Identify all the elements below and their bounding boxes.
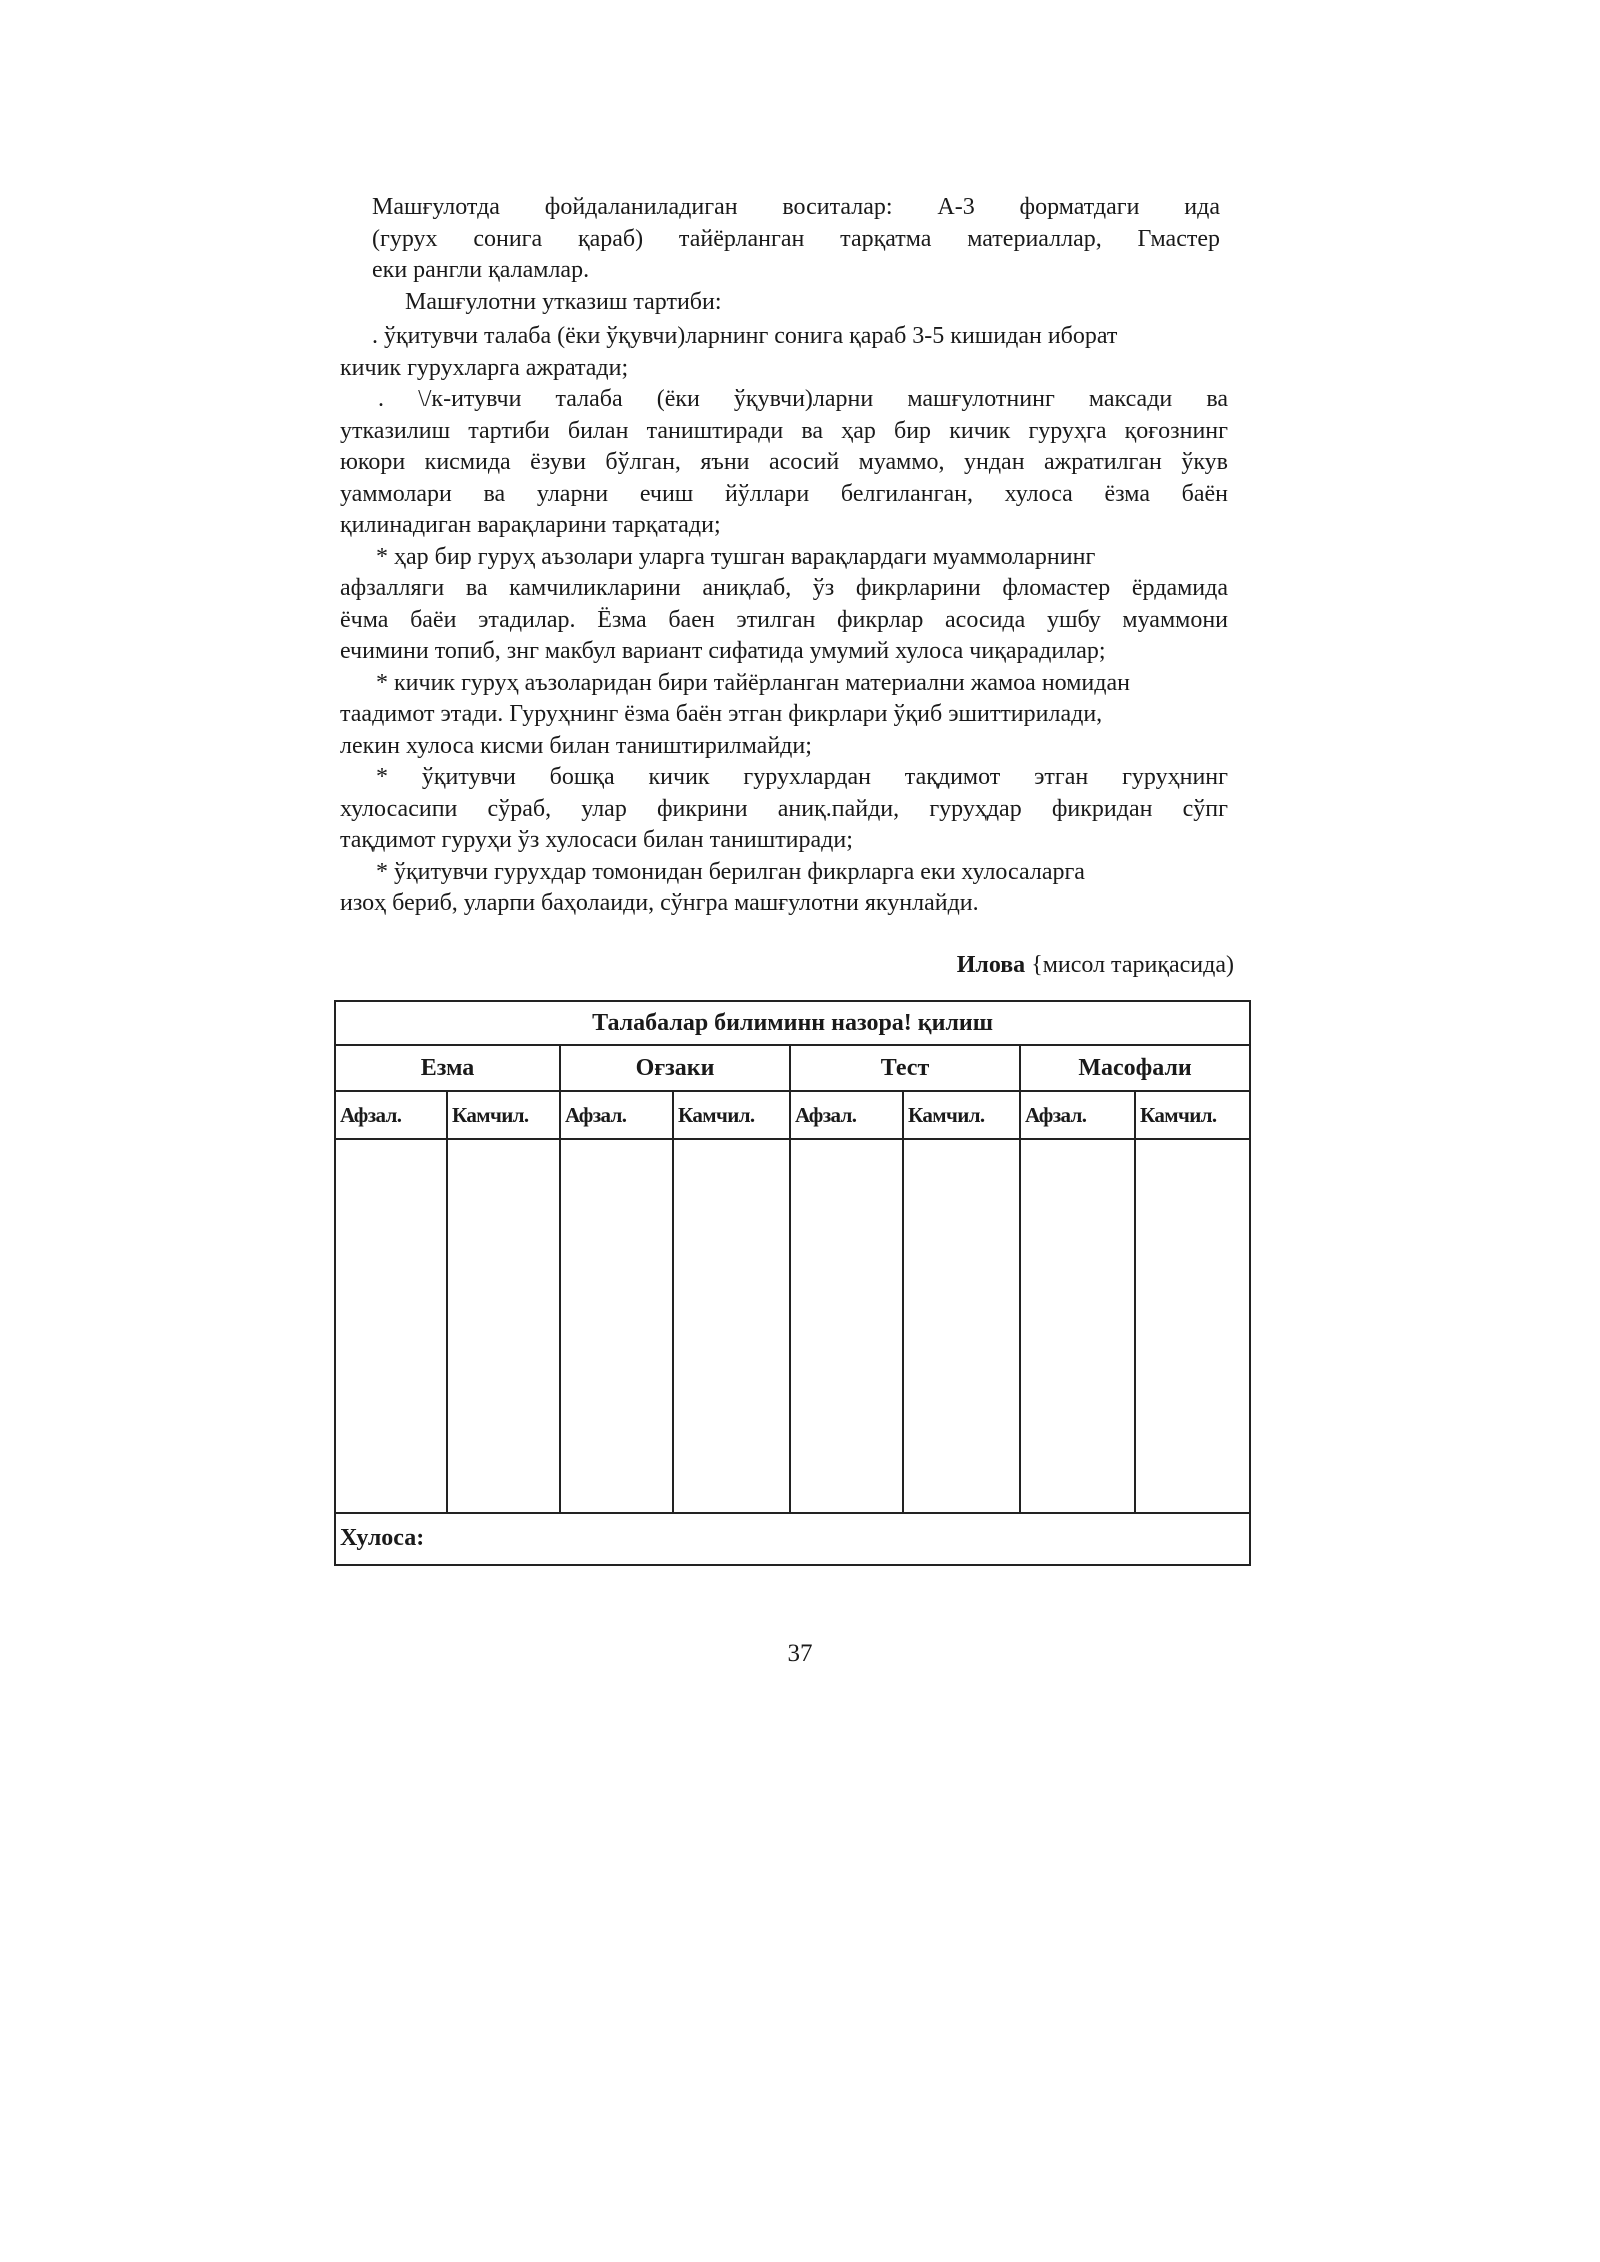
materials-paragraph bbox=[372, 192, 1220, 287]
column-header-shortcomings: Камчил. bbox=[447, 1091, 560, 1139]
item-line: . ўқитувчи талаба (ёки ўқувчи)ларнинг сонига қараб 3-5 кишидан иборат bbox=[372, 323, 1118, 349]
group-header-oral: Оғзаки bbox=[560, 1045, 790, 1091]
empty-cell bbox=[335, 1139, 447, 1512]
group-header-written: Езма bbox=[335, 1045, 560, 1091]
procedure-item-3 bbox=[340, 542, 1228, 668]
procedure-item-5 bbox=[340, 762, 1228, 857]
item-line: * ўқитувчи бошқа кичик гурухлардан тақдимот этган гуруҳнинг bbox=[376, 764, 1228, 790]
item-line: ечимини топиб, знг макбул вариант сифатида умумий хулоса чиқарадилар; bbox=[340, 638, 1106, 664]
empty-cell bbox=[903, 1139, 1020, 1512]
procedure-item-6 bbox=[340, 857, 1228, 920]
materials-line-2: (гурух сонига қараб) тайёрланган тарқатма материаллар, Гмастер bbox=[372, 225, 1220, 252]
empty-cell bbox=[790, 1139, 903, 1512]
column-header-shortcomings: Камчил. bbox=[673, 1091, 790, 1139]
empty-cell bbox=[673, 1139, 790, 1512]
table-title: Талабалар билиминн назора! қилиш bbox=[335, 1001, 1250, 1045]
procedure-item-4 bbox=[340, 668, 1228, 763]
column-header-advantages: Афзал. bbox=[560, 1091, 673, 1139]
item-line: кичик гурухларга ажратади; bbox=[340, 354, 629, 381]
empty-cell bbox=[1135, 1139, 1250, 1512]
item-line: қилинадиган варақларини тарқатади; bbox=[340, 512, 721, 538]
procedure-item-2 bbox=[340, 384, 1228, 542]
appendix-caption bbox=[924, 950, 1234, 981]
item-line: * ҳар бир гуруҳ аъзолари уларга тушган варақлардаги муаммоларнинг bbox=[376, 543, 1096, 570]
procedure-heading: Машғулотни утказиш тартиби: bbox=[405, 288, 722, 315]
materials-line-1: Машғулотда фойдаланиладиган воситалар: А-3 форматдаги ида bbox=[372, 194, 1220, 220]
column-header-advantages: Афзал. bbox=[1020, 1091, 1135, 1139]
appendix-label: Илова bbox=[956, 952, 1026, 978]
item-line: утказилиш тартиби билан таништиради ва ҳар бир кичик гуруҳга қоғознинг bbox=[340, 417, 1228, 444]
item-line: юкори кисмида ёзуви бўлган, яъни асосий муаммо, ундан ажратилган ўкув bbox=[340, 449, 1228, 475]
column-header-shortcomings: Камчил. bbox=[1135, 1091, 1250, 1139]
materials-line-3: еки рангли қаламлар. bbox=[372, 257, 590, 283]
item-line: . \/к-итувчи талаба (ёки ўқувчи)ларни машғулотнинг максади ва bbox=[378, 386, 1228, 412]
item-line: ёчма баёи этадилар. Ёзма баен этилган фикрлар асосида ушбу муаммони bbox=[340, 606, 1228, 633]
item-line: * кичик гуруҳ аъзоларидан бири тайёрланган материални жамоа номидан bbox=[376, 669, 1130, 696]
column-header-shortcomings: Камчил. bbox=[903, 1091, 1020, 1139]
item-line: тақдимот гуруҳи ўз хулосаси билан таништиради; bbox=[340, 827, 853, 853]
item-line: таадимот этади. Гуруҳнинг ёзма баён этган фикрлари ўқиб эшиттирилади, bbox=[340, 701, 1103, 727]
group-header-test: Тест bbox=[790, 1045, 1020, 1091]
column-header-advantages: Афзал. bbox=[790, 1091, 903, 1139]
empty-cell bbox=[447, 1139, 560, 1512]
item-line: хулосасипи сўраб, улар фикрини аниқ.пайди, гуруҳдар фикридан сўпг bbox=[340, 795, 1228, 822]
assessment-table bbox=[334, 1000, 1251, 1566]
item-line: уаммолари ва уларни ечиш йўллари белгиланган, хулоса ёзма баён bbox=[340, 480, 1228, 507]
item-line: * ўқитувчи гурухдар томонидан берилган фикрларга еки хулосаларга bbox=[376, 858, 1085, 885]
item-line: афзалляги ва камчиликларини аниқлаб, ўз фикрларини фломастер ёрдамида bbox=[340, 575, 1228, 601]
appendix-note: {мисол тариқасида) bbox=[1031, 952, 1234, 978]
item-line: лекин хулоса кисми билан таништирилмайди; bbox=[340, 732, 812, 759]
group-header-distance: Масофали bbox=[1020, 1045, 1250, 1091]
page-number: 37 bbox=[787, 1640, 813, 1667]
empty-cell bbox=[560, 1139, 673, 1512]
empty-cell bbox=[1020, 1139, 1135, 1512]
procedure-item-1 bbox=[340, 321, 1228, 384]
body-text bbox=[340, 192, 1228, 920]
item-line: изоҳ бериб, уларпи баҳолаиди, сўнгра машғулотни якунлайди. bbox=[340, 890, 979, 916]
column-header-advantages: Афзал. bbox=[335, 1091, 447, 1139]
conclusion-label: Хулоса: bbox=[335, 1513, 1250, 1565]
